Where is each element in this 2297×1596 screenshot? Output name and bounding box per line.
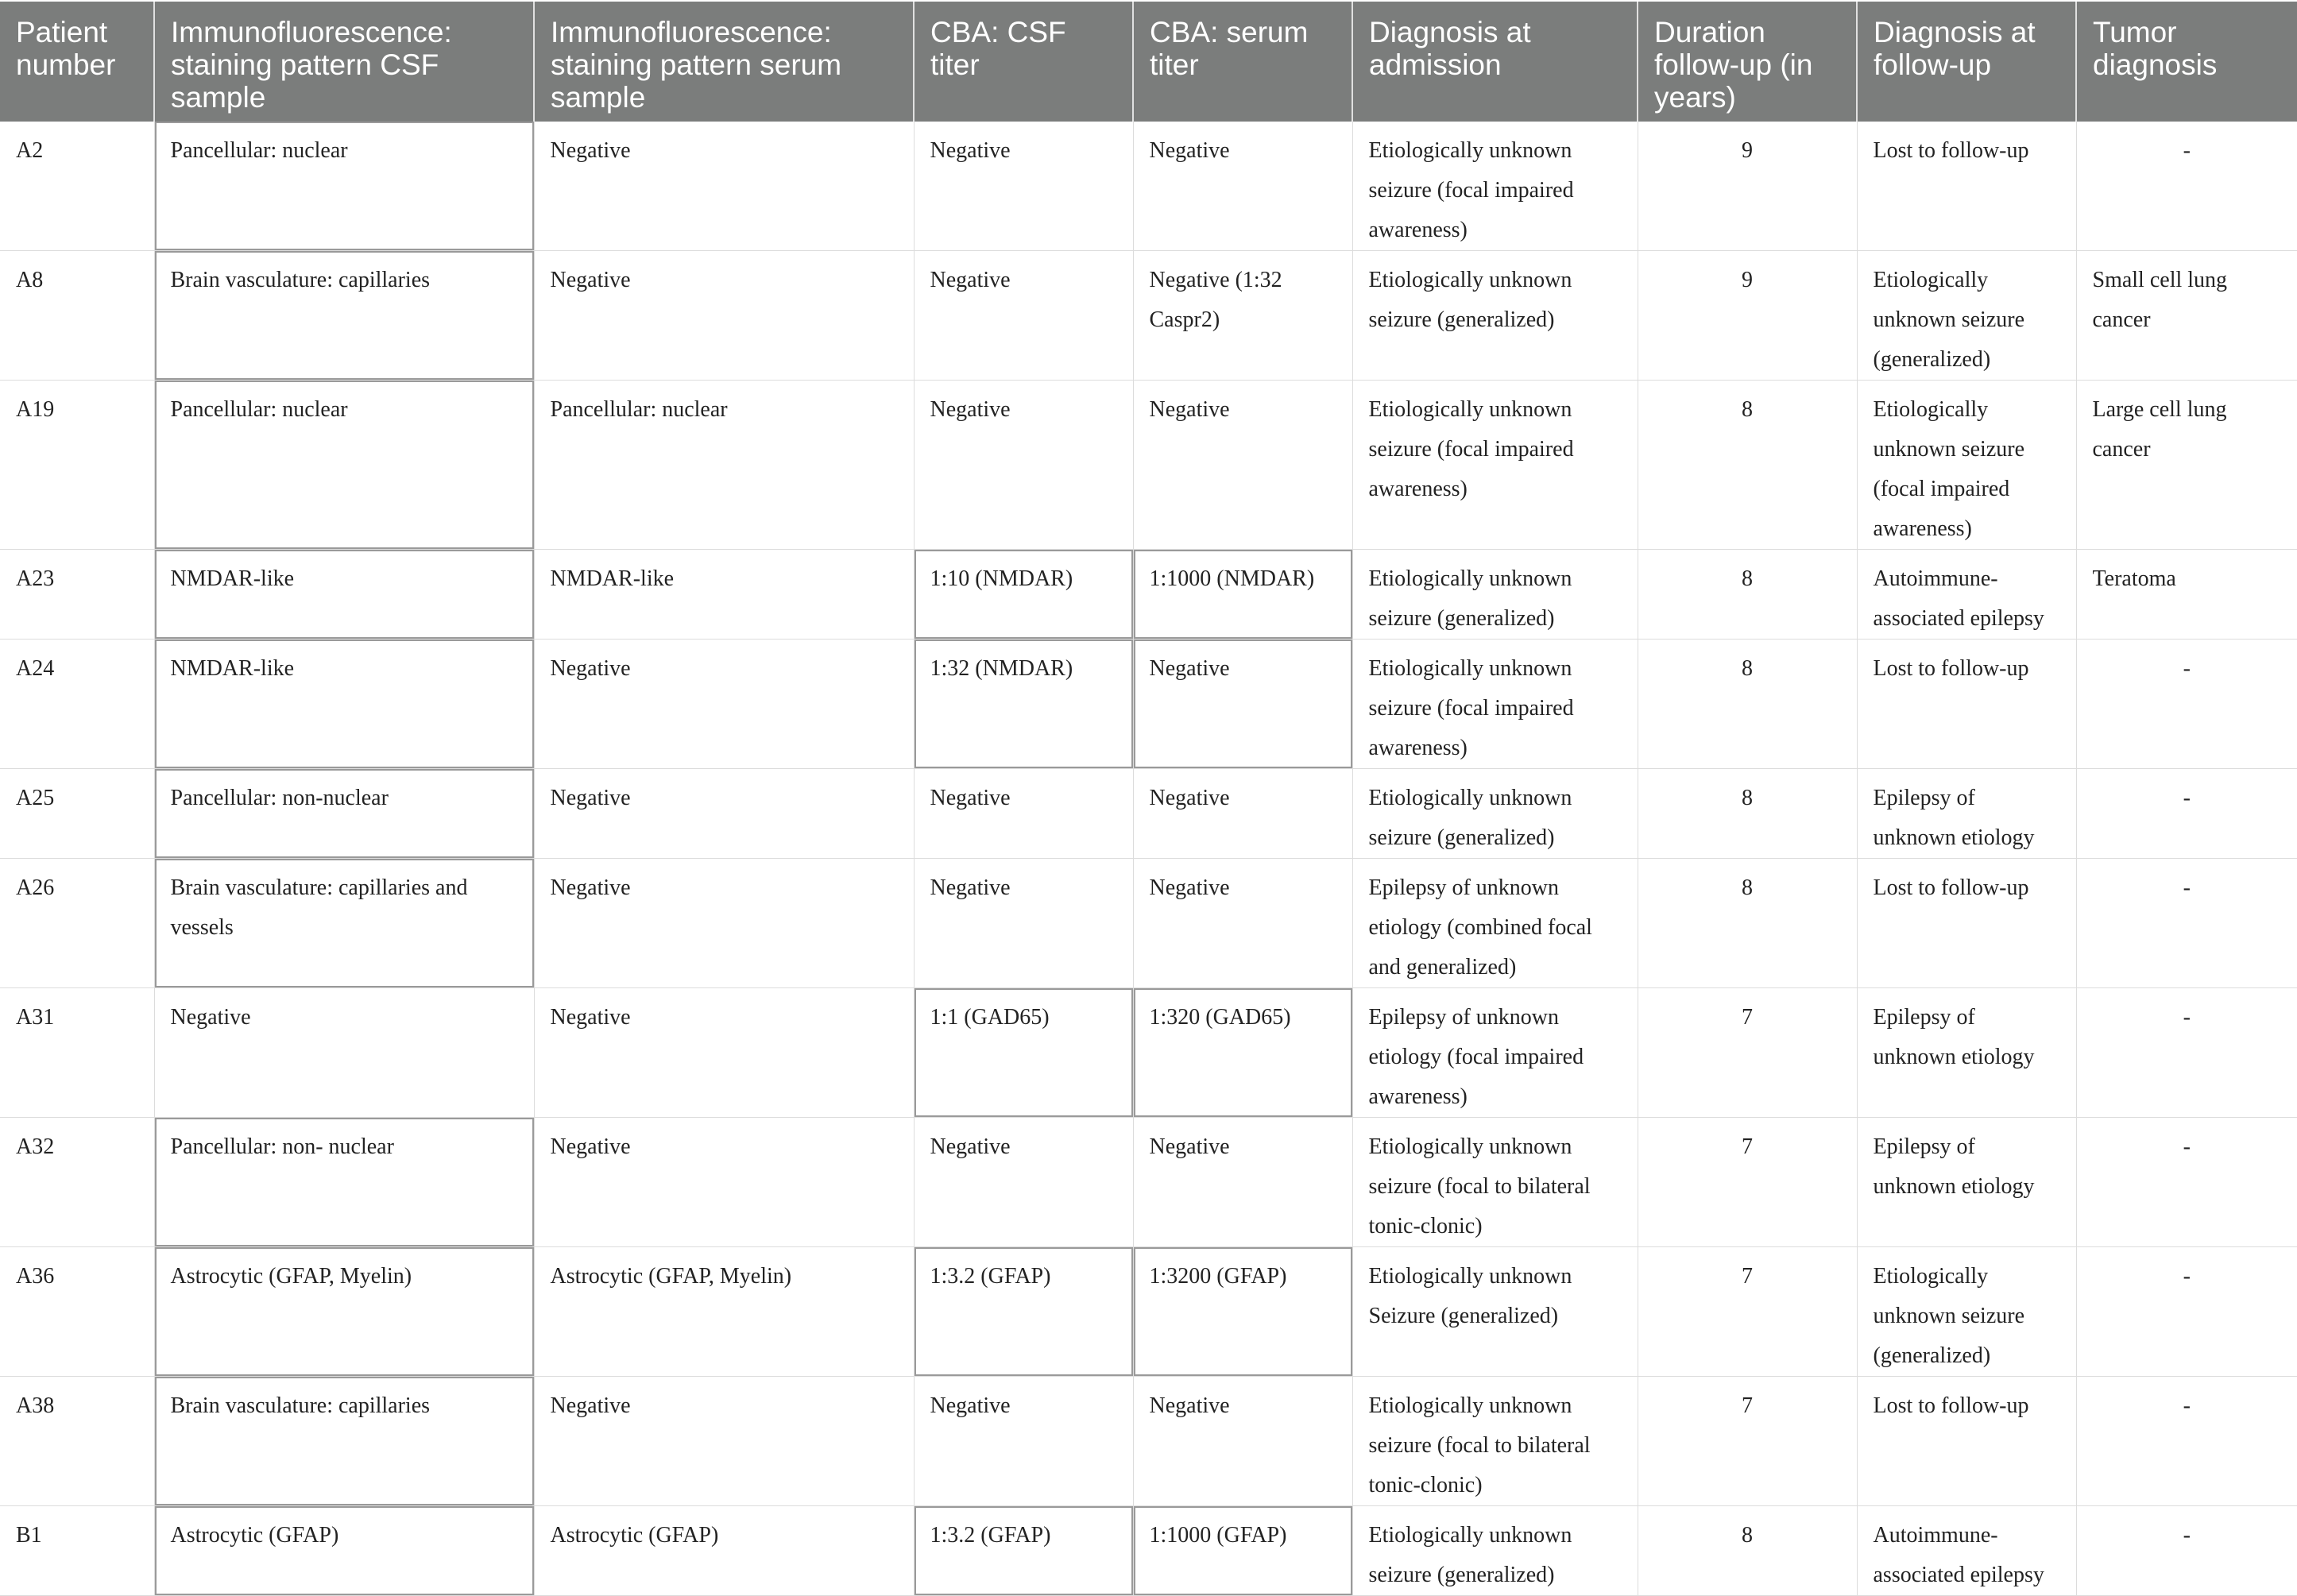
cell-cba-serum: Negative [1133, 859, 1352, 988]
cell-diagnosis-admission: Etiologically unknown seizure (focal to bilateral tonic-clonic) [1352, 1118, 1638, 1247]
cell-duration-followup: 7 [1638, 1377, 1857, 1506]
cell-cba-serum: Negative (1:32 Caspr2) [1133, 251, 1352, 381]
cell-cba-csf: 1:32 (NMDAR) [914, 640, 1133, 769]
cell-diagnosis-followup: Lost to follow-up [1857, 859, 2076, 988]
table-row [0, 1247, 2297, 1377]
table-row [0, 1506, 2297, 1596]
cell-diagnosis-followup: Lost to follow-up [1857, 1377, 2076, 1506]
cell-diagnosis-followup: Lost to follow-up [1857, 640, 2076, 769]
cell-duration-followup: 8 [1638, 640, 1857, 769]
cell-diagnosis-followup: Lost to follow-up [1857, 122, 2076, 251]
table-row [0, 1118, 2297, 1247]
cell-cba-csf: Negative [914, 1118, 1133, 1247]
cell-patient-number: A32 [0, 1118, 154, 1247]
cell-duration-followup: 7 [1638, 1118, 1857, 1247]
cell-duration-followup: 8 [1638, 769, 1857, 859]
col-header-cba-csf: CBA: CSF titer [914, 2, 1133, 122]
cell-diagnosis-admission: Etiologically unknown seizure (generalized) [1352, 251, 1638, 381]
cell-diagnosis-followup: Etiologically unknown seizure (focal impaired awareness) [1857, 381, 2076, 550]
cell-duration-followup: 9 [1638, 122, 1857, 251]
cell-if-serum: NMDAR-like [534, 550, 914, 640]
cell-duration-followup: 8 [1638, 859, 1857, 988]
cell-duration-followup: 8 [1638, 550, 1857, 640]
cell-if-csf: Brain vasculature: capillaries [154, 251, 534, 381]
cell-diagnosis-followup: Epilepsy of unknown etiology [1857, 769, 2076, 859]
cell-if-serum: Negative [534, 1118, 914, 1247]
cell-cba-serum: Negative [1133, 122, 1352, 251]
cell-tumor-diagnosis: Teratoma [2076, 550, 2297, 640]
cell-cba-csf: Negative [914, 769, 1133, 859]
cell-diagnosis-admission: Etiologically unknown seizure (generalized) [1352, 550, 1638, 640]
cell-cba-serum: 1:320 (GAD65) [1133, 988, 1352, 1118]
cell-cba-csf: Negative [914, 381, 1133, 550]
cell-tumor-diagnosis: - [2076, 122, 2297, 251]
col-header-duration-followup: Duration follow-up (in years) [1638, 2, 1857, 122]
cell-diagnosis-admission: Etiologically unknown seizure (focal impaired awareness) [1352, 122, 1638, 251]
cell-cba-csf: 1:10 (NMDAR) [914, 550, 1133, 640]
cell-patient-number: A2 [0, 122, 154, 251]
table-header [0, 2, 2297, 122]
cell-patient-number: A26 [0, 859, 154, 988]
cell-if-csf: Astrocytic (GFAP) [154, 1506, 534, 1596]
cell-if-serum: Negative [534, 1377, 914, 1506]
cell-if-csf: Pancellular: nuclear [154, 122, 534, 251]
cell-if-serum: Negative [534, 251, 914, 381]
cell-cba-serum: Negative [1133, 1118, 1352, 1247]
cell-duration-followup: 8 [1638, 381, 1857, 550]
cell-cba-serum: Negative [1133, 640, 1352, 769]
cell-if-serum: Astrocytic (GFAP, Myelin) [534, 1247, 914, 1377]
cell-tumor-diagnosis: - [2076, 1247, 2297, 1377]
cell-diagnosis-followup: Autoimmune-associated epilepsy [1857, 550, 2076, 640]
cell-cba-csf: Negative [914, 122, 1133, 251]
cell-if-serum: Astrocytic (GFAP) [534, 1506, 914, 1596]
cell-if-csf: Pancellular: non- nuclear [154, 1118, 534, 1247]
cell-diagnosis-admission: Epilepsy of unknown etiology (focal impaired awareness) [1352, 988, 1638, 1118]
cell-if-csf: NMDAR-like [154, 550, 534, 640]
cell-diagnosis-followup: Epilepsy of unknown etiology [1857, 1118, 2076, 1247]
cell-if-csf: Astrocytic (GFAP, Myelin) [154, 1247, 534, 1377]
table-row [0, 769, 2297, 859]
cell-cba-csf: 1:1 (GAD65) [914, 988, 1133, 1118]
table-row [0, 988, 2297, 1118]
cell-tumor-diagnosis: Small cell lung cancer [2076, 251, 2297, 381]
cell-diagnosis-followup: Etiologically unknown seizure (generalized) [1857, 1247, 2076, 1377]
header-row [0, 2, 2297, 122]
cell-diagnosis-admission: Etiologically unknown Seizure (generalized) [1352, 1247, 1638, 1377]
col-header-if-serum: Immunofluorescence: staining pattern serum sample [534, 2, 914, 122]
cell-patient-number: A36 [0, 1247, 154, 1377]
cell-cba-csf: Negative [914, 251, 1133, 381]
table-row [0, 381, 2297, 550]
cell-cba-csf: Negative [914, 859, 1133, 988]
cell-patient-number: A19 [0, 381, 154, 550]
cell-if-serum: Negative [534, 859, 914, 988]
cell-if-csf: Brain vasculature: capillaries [154, 1377, 534, 1506]
cell-cba-serum: 1:3200 (GFAP) [1133, 1247, 1352, 1377]
cell-tumor-diagnosis: - [2076, 1377, 2297, 1506]
col-header-patient-number: Patient number [0, 2, 154, 122]
cell-diagnosis-admission: Etiologically unknown seizure (generalized) [1352, 1506, 1638, 1596]
cell-if-csf: Pancellular: non-nuclear [154, 769, 534, 859]
col-header-diagnosis-followup: Diagnosis at follow-up [1857, 2, 2076, 122]
table-row [0, 859, 2297, 988]
cell-tumor-diagnosis: Large cell lung cancer [2076, 381, 2297, 550]
cell-tumor-diagnosis: - [2076, 769, 2297, 859]
cell-cba-serum: Negative [1133, 381, 1352, 550]
cell-cba-csf: 1:3.2 (GFAP) [914, 1506, 1133, 1596]
cell-if-serum: Pancellular: nuclear [534, 381, 914, 550]
cell-if-serum: Negative [534, 122, 914, 251]
cell-diagnosis-admission: Etiologically unknown seizure (focal to bilateral tonic-clonic) [1352, 1377, 1638, 1506]
cell-tumor-diagnosis: - [2076, 1506, 2297, 1596]
cell-diagnosis-admission: Etiologically unknown seizure (focal impaired awareness) [1352, 381, 1638, 550]
cell-patient-number: A38 [0, 1377, 154, 1506]
cell-diagnosis-followup: Etiologically unknown seizure (generalized) [1857, 251, 2076, 381]
cell-diagnosis-admission: Etiologically unknown seizure (focal impaired awareness) [1352, 640, 1638, 769]
cell-cba-csf: Negative [914, 1377, 1133, 1506]
cell-tumor-diagnosis: - [2076, 988, 2297, 1118]
cell-if-csf: Brain vasculature: capillaries and vessels [154, 859, 534, 988]
cell-patient-number: A24 [0, 640, 154, 769]
cell-cba-serum: Negative [1133, 1377, 1352, 1506]
cell-diagnosis-admission: Etiologically unknown seizure (generalized) [1352, 769, 1638, 859]
cell-if-csf: Negative [154, 988, 534, 1118]
cell-diagnosis-admission: Epilepsy of unknown etiology (combined focal and generalized) [1352, 859, 1638, 988]
cell-duration-followup: 7 [1638, 1247, 1857, 1377]
cell-duration-followup: 9 [1638, 251, 1857, 381]
cell-patient-number: B1 [0, 1506, 154, 1596]
table-body [0, 122, 2297, 1596]
cell-if-serum: Negative [534, 988, 914, 1118]
cell-cba-serum: 1:1000 (NMDAR) [1133, 550, 1352, 640]
cell-patient-number: A25 [0, 769, 154, 859]
table-row [0, 122, 2297, 251]
table-row [0, 251, 2297, 381]
table-row [0, 1377, 2297, 1506]
cell-diagnosis-followup: Epilepsy of unknown etiology [1857, 988, 2076, 1118]
cell-cba-csf: 1:3.2 (GFAP) [914, 1247, 1133, 1377]
col-header-cba-serum: CBA: serum titer [1133, 2, 1352, 122]
cell-patient-number: A23 [0, 550, 154, 640]
cell-if-serum: Negative [534, 769, 914, 859]
cell-patient-number: A8 [0, 251, 154, 381]
cell-cba-serum: Negative [1133, 769, 1352, 859]
cell-if-csf: NMDAR-like [154, 640, 534, 769]
patient-antibody-table [0, 2, 2297, 1596]
cell-patient-number: A31 [0, 988, 154, 1118]
cell-tumor-diagnosis: - [2076, 1118, 2297, 1247]
cell-tumor-diagnosis: - [2076, 859, 2297, 988]
table-row [0, 550, 2297, 640]
table-row [0, 640, 2297, 769]
cell-duration-followup: 8 [1638, 1506, 1857, 1596]
cell-duration-followup: 7 [1638, 988, 1857, 1118]
cell-tumor-diagnosis: - [2076, 640, 2297, 769]
col-header-tumor-diagnosis: Tumor diagnosis [2076, 2, 2297, 122]
col-header-if-csf: Immunofluorescence: staining pattern CSF sample [154, 2, 534, 122]
col-header-diagnosis-admission: Diagnosis at admission [1352, 2, 1638, 122]
cell-cba-serum: 1:1000 (GFAP) [1133, 1506, 1352, 1596]
cell-diagnosis-followup: Autoimmune-associated epilepsy [1857, 1506, 2076, 1596]
cell-if-csf: Pancellular: nuclear [154, 381, 534, 550]
cell-if-serum: Negative [534, 640, 914, 769]
